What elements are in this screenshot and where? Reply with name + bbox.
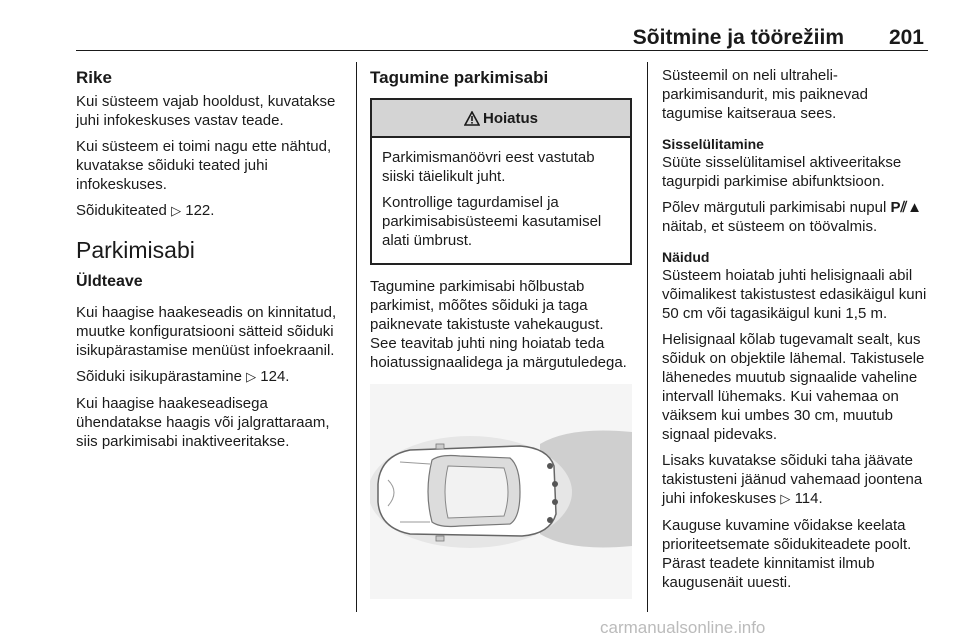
car-illustration bbox=[370, 384, 632, 599]
paragraph: Süüte sisselülitamisel aktiveeritakse tagurpidi parkimise abifunktsioon. bbox=[662, 154, 902, 190]
ref-page[interactable]: 114. bbox=[794, 490, 823, 507]
sensor-dot bbox=[552, 499, 558, 505]
ref-text: Sõidukiteated bbox=[76, 202, 167, 219]
warning-header bbox=[372, 100, 630, 138]
warning-label: Hoiatus bbox=[482, 109, 538, 127]
warning-box bbox=[370, 98, 632, 265]
ref-text: Sõiduki isikupärastamine bbox=[76, 368, 242, 385]
page-ref-icon: ▷ bbox=[780, 492, 791, 507]
heading-tagumine: Tagumine parkimisabi bbox=[370, 68, 549, 87]
page-ref-icon: ▷ bbox=[246, 370, 257, 385]
watermark: carmanualsonline.info bbox=[600, 618, 766, 637]
text: Lisaks kuvatakse sõiduki taha jäävate takistusteni jäänud vahemaad joontena juhi infokeskuses bbox=[662, 452, 923, 507]
paragraph: Helisignaal kõlab tugevamalt sealt, kus sõiduk on objektile lähemal. Takistusele lähenedes muutub signaalide vaheline intervall lühemaks. Kui vahemaa on väiksem kui umbes 30 cm, muutub signaal pidevaks. bbox=[662, 331, 925, 443]
paragraph bbox=[662, 198, 928, 236]
section-title: Sõitmine ja töörežiim bbox=[632, 26, 844, 49]
column-divider-1 bbox=[356, 62, 357, 612]
ref-page[interactable]: 122. bbox=[185, 202, 215, 219]
paragraph: Kauguse kuvamine võidakse keelata prioriteetsemate sõidukiteadete poolt. Pärast teadete kinnitamist ilmub kaugusenäit uuesti. bbox=[662, 517, 912, 591]
column-2 bbox=[370, 62, 632, 599]
page-header bbox=[76, 26, 928, 48]
warning-body bbox=[372, 138, 630, 263]
paragraph: Kui süsteem ei toimi nagu ette nähtud, kuvatakse sõiduki teated juhi infokeskuses. bbox=[76, 138, 332, 193]
paragraph: Süsteem hoiatab juhti helisignaali abil võimalikest takistustest edasikäigul kuni 50 cm või tagasikäigul kuni 1,5 m. bbox=[662, 267, 927, 322]
sensor-dot bbox=[547, 517, 553, 523]
column-1 bbox=[76, 62, 344, 458]
text: näitab, et süsteem on töövalmis. bbox=[662, 218, 878, 235]
header-rule bbox=[76, 50, 928, 51]
column-divider-2 bbox=[647, 62, 648, 612]
page-ref-icon: ▷ bbox=[171, 204, 182, 219]
paragraph bbox=[662, 451, 928, 509]
text: Põlev märgutuli parkimisabi nupul bbox=[662, 199, 887, 216]
heading-naidud: Näidud bbox=[662, 249, 710, 265]
parking-assist-icon: P⫽▲ bbox=[890, 199, 922, 216]
column-3 bbox=[662, 62, 928, 599]
paragraph: Süsteemil on neli ultraheli-parkimisandurit, mis paiknevad tagumise kaitseraua sees. bbox=[662, 67, 868, 122]
heading-parkimisabi: Parkimisabi bbox=[76, 237, 195, 263]
page-number: 201 bbox=[888, 26, 924, 49]
paragraph: Kontrollige tagurdamisel ja parkimisabisüsteemi kasutamisel alati ümbrust. bbox=[382, 194, 602, 249]
ref-page[interactable]: 124. bbox=[260, 368, 290, 385]
paragraph bbox=[76, 367, 344, 387]
paragraph: Kui haagise haakeseadisega ühendatakse haagis või jalgrattaraam, siis parkimisabi inaktiveeritakse. bbox=[76, 395, 330, 450]
paragraph: Kui süsteem vajab hooldust, kuvatakse juhi infokeskuses vastav teade. bbox=[76, 93, 336, 129]
sensor-dot bbox=[552, 481, 558, 487]
heading-rike: Rike bbox=[76, 68, 112, 87]
paragraph: Parkimismanöövri eest vastutab siiski täielikult juht. bbox=[382, 149, 595, 185]
paragraph: Kui haagise haakeseadis on kinnitatud, muutke konfiguratsiooni sätteid sõiduki isikupärastamise menüüst infoekraanil. bbox=[76, 304, 337, 359]
paragraph: Tagumine parkimisabi hõlbustab parkimist, mõõtes sõiduki ja taga paiknevate takistuste vahekaugust. See teavitab juhti ning hoiatab teda hoiatussignaalidega ja märgutuledega. bbox=[370, 278, 627, 371]
mirror-right bbox=[436, 536, 444, 541]
heading-uldteave: Üldteave bbox=[76, 273, 143, 290]
heading-sisselulitamine: Sisselülitamine bbox=[662, 136, 764, 152]
parking-sensor-figure bbox=[370, 384, 632, 599]
car-roof bbox=[445, 466, 508, 518]
warning-triangle-icon bbox=[464, 111, 480, 126]
sensor-dot bbox=[547, 463, 553, 469]
mirror-left bbox=[436, 444, 444, 449]
paragraph bbox=[76, 201, 344, 221]
